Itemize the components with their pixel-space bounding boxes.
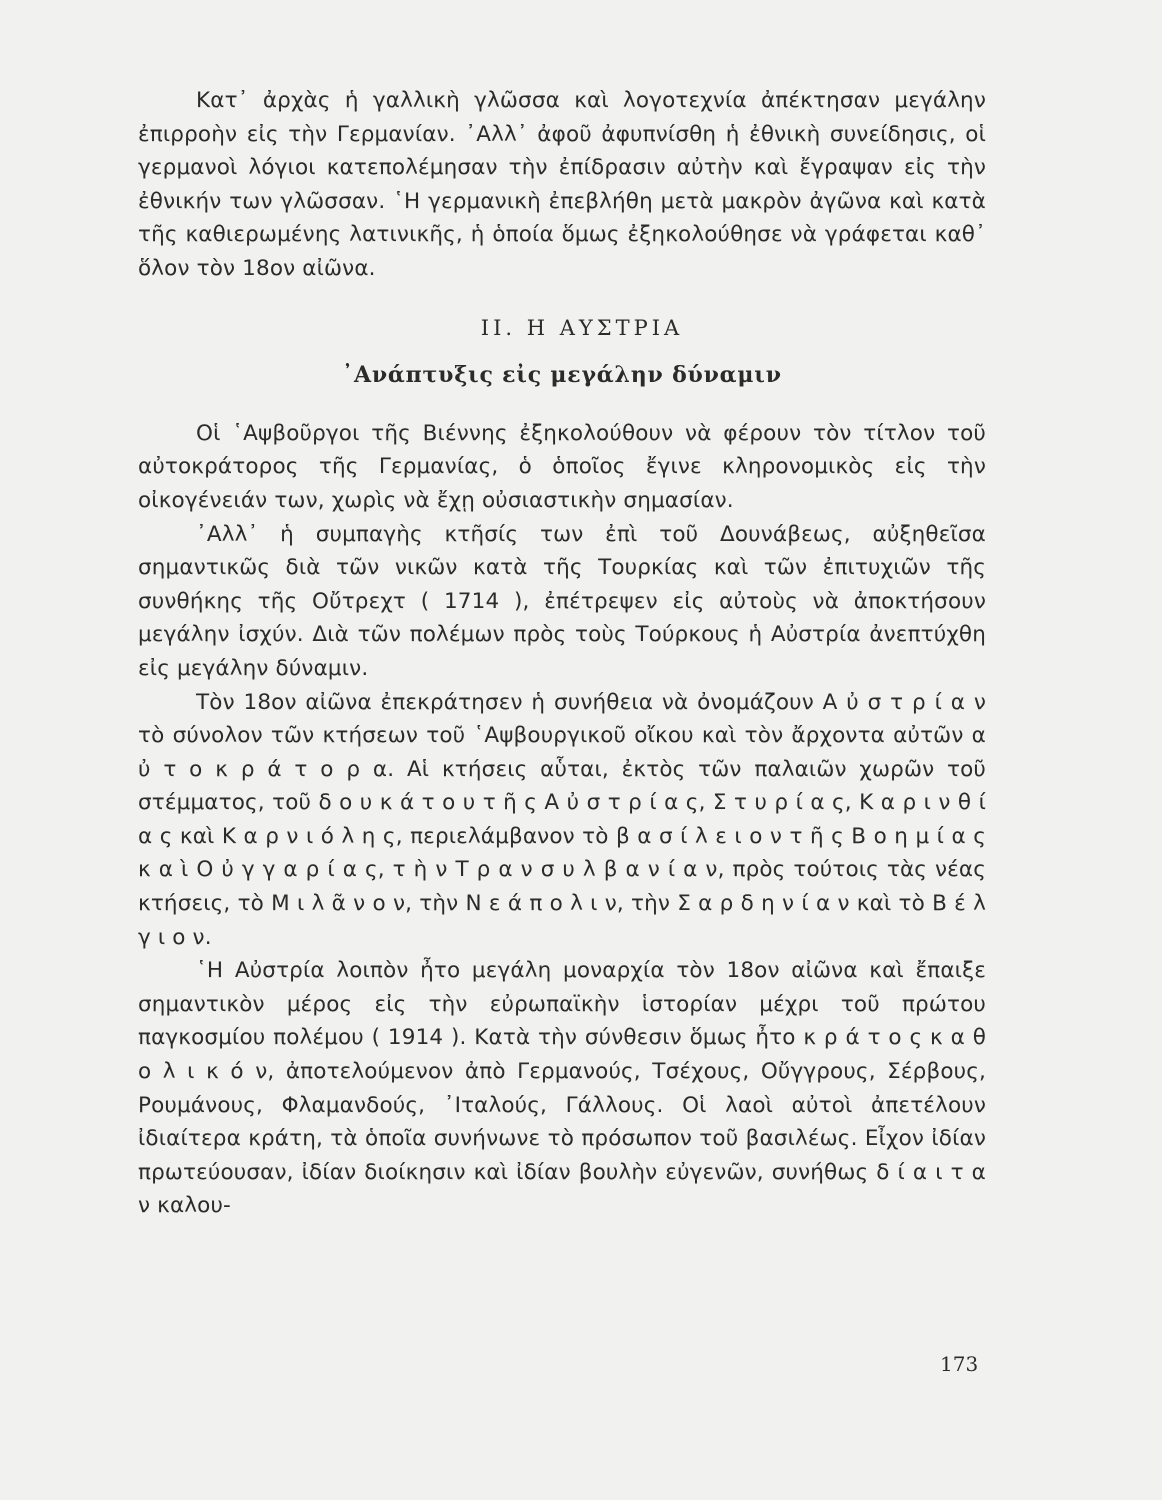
intro-paragraph: Κατ᾽ ἀρχὰς ἡ γαλλικὴ γλῶσσα καὶ λογοτεχνία ἀπέκτησαν μεγάλην ἐπιρροὴν εἰς τὴν Γερμανίαν. ᾽Αλλ᾽ ἀφοῦ ἀφυπνίσθη ἡ ἐθνικὴ συνείδησις, οἱ γερμανοὶ λόγιοι κατεπολέμησαν τὴν ἐπίδρασιν αὐτὴν καὶ ἔγραψαν εἰς τὴν ἐθνικήν των γλῶσσαν. ῾Η γερμανικὴ ἐπεβλήθη μετὰ μακρὸν ἀγῶνα καὶ κατὰ τῆς καθιερωμένης λατινικῆς, ἡ ὁποία ὅμως ἐξηκολούθησε νὰ γράφεται καθ᾽ ὅλον τὸν 18ον αἰῶνα. — [138, 88, 986, 281]
paragraph: Οἱ ῾Αψβοῦργοι τῆς Βιέννης ἐξηκολούθουν νὰ φέρουν τὸν τίτλον τοῦ αὐτοκράτορος τῆς Γερμανίας, ὁ ὁποῖος ἔγινε κληρονομικὸς εἰς τὴν οἰκογένειάν των, χωρὶς νὰ ἔχῃ οὐσιαστικὴν σημασίαν. — [138, 420, 986, 513]
paragraph: ᾽Αλλ᾽ ἡ συμπαγὴς κτῆσίς των ἐπὶ τοῦ Δουνάβεως, αὐξηθεῖσα σημαντικῶς διὰ τῶν νικῶν κατὰ τῆς Τουρκίας καὶ τῶν ἐπιτυχιῶν τῆς συνθήκης τῆς Οὔτρεχτ ( 1714 ), ἐπέτρεψεν εἰς αὐτοὺς νὰ ἀποκτήσουν μεγάλην ἰσχύν. Διὰ τῶν πολέμων πρὸς τοὺς Τούρκους ἡ Αὐστρία ἀνεπτύχθη εἰς μεγάλην δύναμιν. — [138, 521, 986, 681]
paragraph: ῾Η Αὐστρία λοιπὸν ἦτο μεγάλη μοναρχία τὸν 18ον αἰῶνα καὶ ἔπαιξε σημαντικὸν μέρος εἰς τὴν εὐρωπαϊκὴν ἱστορίαν μέχρι τοῦ πρώτου παγκοσμίου πολέμου ( 1914 ). Κατὰ τὴν σύνθεσιν ὅμως ἦτο κ ρ ά τ ο ς κ α θ ο λ ι κ ό ν, ἀποτελούμενον ἀπὸ Γερμανούς, Τσέχους, Οὔγγρους, Σέρβους, Ρουμάνους, Φλαμανδούς, ᾽Ιταλούς, Γάλλους. Οἱ λαοὶ αὐτοὶ ἀπετέλουν ἰδιαίτερα κράτη, τὰ ὁποῖα συνήνωνε τὸ πρόσωπον τοῦ βασιλέως. Εἶχον ἰδίαν πρωτεύουσαν, ἰδίαν διοίκησιν καὶ ἰδίαν βουλὴν εὐγενῶν, συνήθως δ ί α ι τ α ν καλου- — [138, 958, 986, 1219]
page-number: 173 — [940, 1352, 979, 1376]
section-subheading: ᾽Ανάπτυξις εἰς μεγάλην δύναμιν — [342, 362, 782, 389]
section-heading: II. Η ΑΥΣΤΡΙΑ — [480, 315, 684, 340]
page-text — [138, 84, 986, 1223]
paragraph: Τὸν 18ον αἰῶνα ἐπεκράτησεν ἡ συνήθεια νὰ ὀνομάζουν Α ὐ σ τ ρ ί α ν τὸ σύνολον τῶν κτήσεων τοῦ ῾Αψβουργικοῦ οἴκου καὶ τὸν ἄρχοντα αὐτῶν α ὐ τ ο κ ρ ά τ ο ρ α. Αἱ κτήσεις αὗται, ἐκτὸς τῶν παλαιῶν χωρῶν τοῦ στέμματος, τοῦ δ ο υ κ ά τ ο υ τ ῆ ς Α ὐ σ τ ρ ί α ς, Σ τ υ ρ ί α ς, Κ α ρ ι ν θ ί α ς καὶ Κ α ρ ν ι ό λ η ς, περιελάμβανον τὸ β α σ ί λ ε ι ο ν τ ῆ ς Β ο η μ ί α ς κ α ὶ Ο ὐ γ γ α ρ ί α ς, τ ὴ ν Τ ρ α ν σ υ λ β α ν ί α ν, πρὸς τούτοις τὰς νέας κτήσεις, τὸ Μ ι λ ᾶ ν ο ν, τὴν Ν ε ά π ο λ ι ν, τὴν Σ α ρ δ η ν ί α ν καὶ τὸ Β έ λ γ ι ο ν. — [138, 689, 986, 950]
